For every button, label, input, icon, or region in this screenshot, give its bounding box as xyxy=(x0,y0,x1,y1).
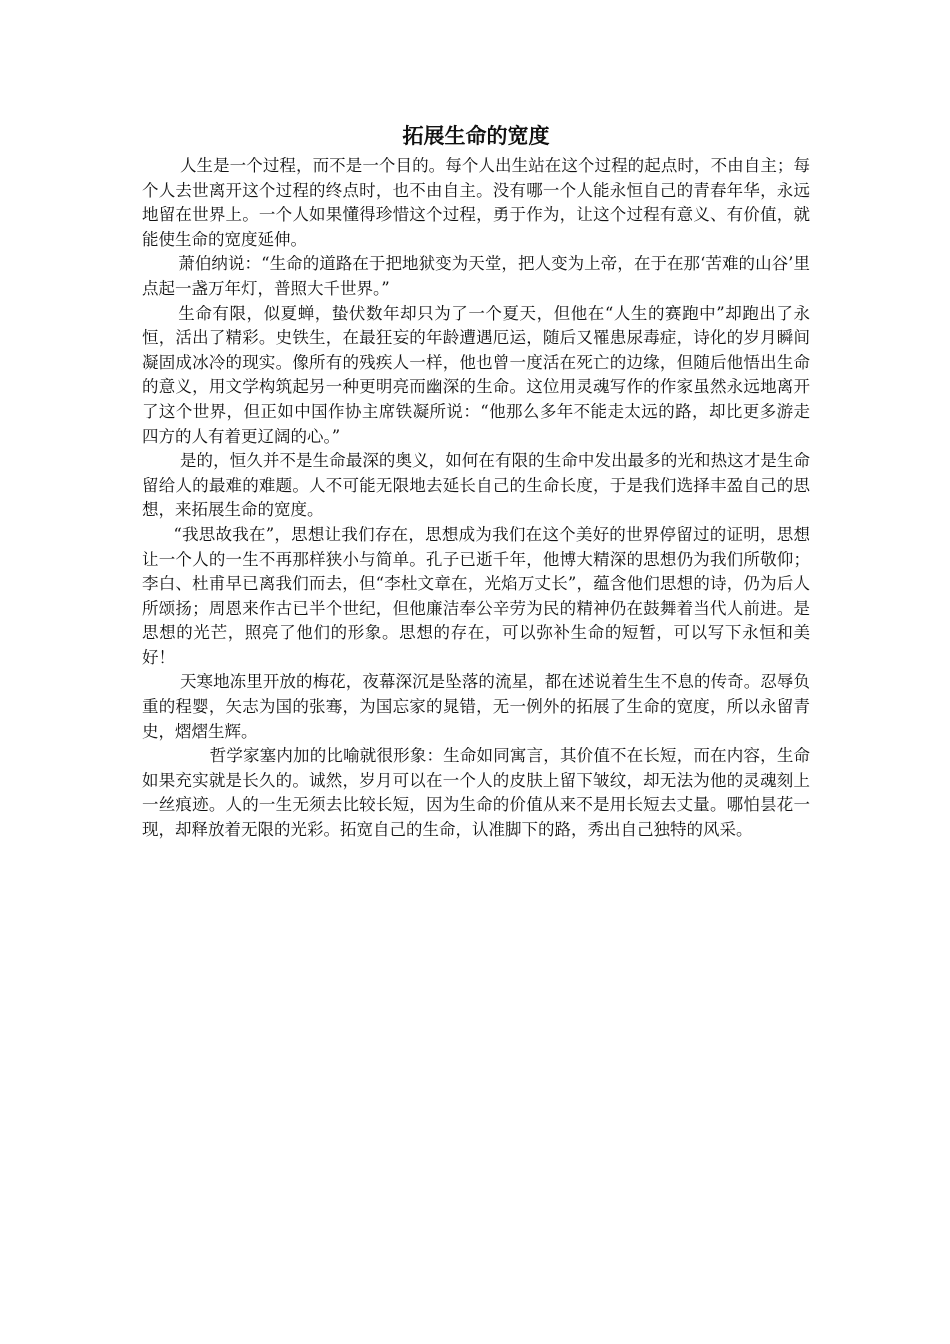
paragraph-6: 天寒地冻里开放的梅花，夜幕深沉是坠落的流星，都在述说着生生不息的传奇。忍辱负重的程婴，矢志为国的张骞，为国忘家的晁错，无一例外的拓展了生命的宽度，所以永留青史，熠熠生辉。 xyxy=(142,672,810,741)
paragraph-2: 萧伯纳说：“生命的道路在于把地狱变为天堂，把人变为上帝，在于在那‘苦难的山谷’里点起一盏万年灯，普照大千世界。” xyxy=(142,254,810,298)
paragraph-1: 人生是一个过程，而不是一个目的。每个人出生站在这个过程的起点时，不由自主；每个人去世离开这个过程的终点时，也不由自主。没有哪一个人能永恒自己的青春年华，永远地留在世界上。一个人如果懂得珍惜这个过程，勇于作为，让这个过程有意义、有价值，就能使生命的宽度延伸。 xyxy=(142,156,810,249)
paragraph-4: 是的，恒久并不是生命最深的奥义，如何在有限的生命中发出最多的光和热这才是生命留给人的最难的难题。人不可能无限地去延长自己的生命长度，于是我们选择丰盈自己的思想，来拓展生命的宽度。 xyxy=(142,451,810,520)
paragraph-3: 生命有限，似夏蝉，蛰伏数年却只为了一个夏天，但他在“人生的赛跑中”却跑出了永恒，活出了精彩。史铁生，在最狂妄的年龄遭遇厄运，随后又罹患尿毒症，诗化的岁月瞬间凝固成冰冷的现实。像所有的残疾人一样，他也曾一度活在死亡的边缘，但随后他悟出生命的意义，用文学构筑起另一种更明亮而幽深的生命。这位用灵魂写作的作家虽然永远地离开了这个世界，但正如中国作协主席铁凝所说：“他那么多年不能走太远的路，却比更多游走四方的人有着更辽阔的心。” xyxy=(142,303,810,446)
essay-article xyxy=(142,120,810,843)
paragraph-5: “我思故我在”，思想让我们存在，思想成为我们在这个美好的世界停留过的证明，思想让一个人的一生不再那样狭小与简单。孔子已逝千年，他博大精深的思想仍为我们所敬仰；李白、杜甫早已离我们而去，但“李杜文章在，光焰万丈长”，蕴含他们思想的诗，仍为后人所颂扬；周恩来作古已半个世纪，但他廉洁奉公辛劳为民的精神仍在鼓舞着当代人前进。是思想的光芒，照亮了他们的形象。思想的存在，可以弥补生命的短暂，可以写下永恒和美好！ xyxy=(142,524,810,667)
paragraph-7: 哲学家塞内加的比喻就很形象：生命如同寓言，其价值不在长短，而在内容，生命如果充实就是长久的。诚然，岁月可以在一个人的皮肤上留下皱纹，却无法为他的灵魂刻上一丝痕迹。人的一生无须去比较长短，因为生命的价值从来不是用长短去丈量。哪怕昙花一现，却释放着无限的光彩。拓宽自己的生命，认准脚下的路，秀出自己独特的风采。 xyxy=(142,746,810,840)
essay-title: 拓展生命的宽度 xyxy=(402,123,550,148)
